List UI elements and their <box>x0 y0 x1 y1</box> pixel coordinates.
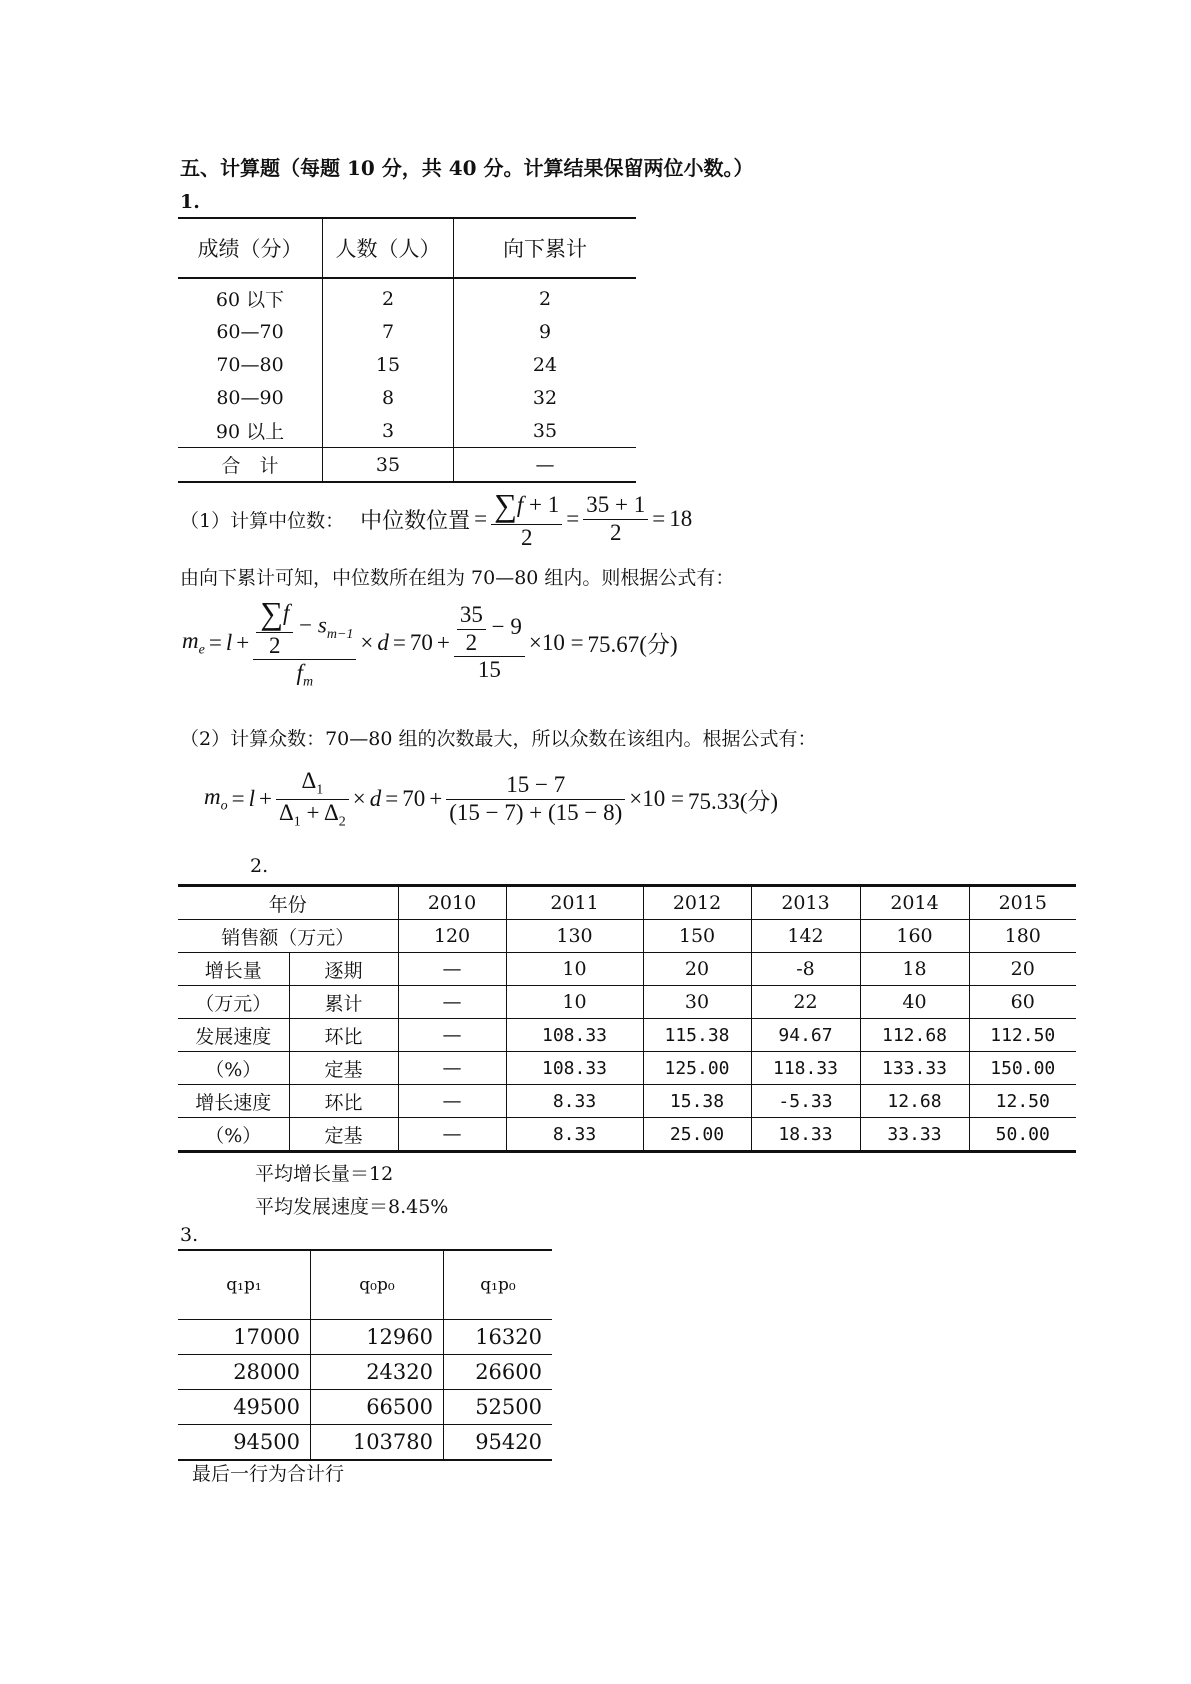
table-cell: 133.33 <box>860 1052 969 1085</box>
table-cell: 16320 <box>444 1320 553 1355</box>
table-header: 向下累计 <box>454 218 637 278</box>
table-cell: 103780 <box>311 1425 444 1461</box>
table-row <box>178 1052 1076 1085</box>
table-cell: 12.50 <box>969 1085 1076 1118</box>
table-cell: 20 <box>643 953 751 986</box>
median-position-result: 18 <box>669 506 693 532</box>
median-position-formula: 中位数位置 = $\frac{\sum f + 1}{2}$ = $\frac{35 + 1}{2}$ = 18 <box>360 487 693 550</box>
table-cell: 10 <box>506 953 643 986</box>
table-total-row <box>178 1425 552 1461</box>
question-3-number: 3. <box>180 1224 199 1246</box>
growth-amount-label: 增长量 <box>178 953 289 986</box>
table-cell: 30 <box>643 986 751 1019</box>
table-cell: 115.38 <box>643 1019 751 1052</box>
table-cell: 32 <box>454 381 637 414</box>
table-cell: 80—90 <box>216 386 284 409</box>
section-heading: 五、计算题（每题 10 分，共 40 分。计算结果保留两位小数。） <box>180 156 754 180</box>
table-cell: 25.00 <box>643 1118 751 1152</box>
table-cell: 24 <box>454 348 637 381</box>
average-development-speed-text: 平均发展速度＝8.45% <box>255 1196 449 1218</box>
table-row <box>178 348 636 381</box>
question-2-number: 2. <box>250 855 269 877</box>
table-cell: 8.33 <box>506 1085 643 1118</box>
table-cell: — <box>398 953 506 986</box>
index-calculation-table <box>178 1249 552 1461</box>
table-cell: 10 <box>506 986 643 1019</box>
table-total-row <box>178 448 636 483</box>
table-row <box>178 1355 552 1390</box>
table-row <box>178 1085 1076 1118</box>
table-cell: 60 以下 <box>215 289 285 311</box>
dev-speed-unit: （%） <box>178 1052 289 1085</box>
median-position-line <box>180 487 694 551</box>
table-cell: 26600 <box>444 1355 553 1390</box>
table-row <box>178 1118 1076 1152</box>
table-cell: -8 <box>751 953 860 986</box>
table-cell: 60—70 <box>216 320 284 343</box>
table-cell: 130 <box>506 920 643 953</box>
table-row <box>178 1019 1076 1052</box>
question-1-number: 1. <box>180 191 200 213</box>
table-cell: 120 <box>398 920 506 953</box>
table-cell: 150.00 <box>969 1052 1076 1085</box>
table-header: q₁p₁ <box>178 1250 311 1320</box>
table-cell: — <box>398 1052 506 1085</box>
table-cell: 160 <box>860 920 969 953</box>
table-cell: 94.67 <box>751 1019 860 1052</box>
sub-label: 环比 <box>289 1085 398 1118</box>
table-cell: — <box>398 1019 506 1052</box>
table-cell: — <box>398 1118 506 1152</box>
sub-label: 累计 <box>289 986 398 1019</box>
average-growth-text: 平均增长量＝12 <box>255 1163 394 1185</box>
table-cell: 49500 <box>178 1390 311 1425</box>
table-cell: 15.38 <box>643 1085 751 1118</box>
growth-speed-unit: （%） <box>178 1118 289 1152</box>
table-cell: 17000 <box>178 1320 311 1355</box>
median-result: 75.67(分) <box>587 632 678 658</box>
table-cell: 94500 <box>178 1425 311 1461</box>
table-cell: 18.33 <box>751 1118 860 1152</box>
table-cell: 35 <box>454 414 637 448</box>
year-label: 年份 <box>178 886 398 920</box>
table-row <box>178 1320 552 1355</box>
table-cell: 33.33 <box>860 1118 969 1152</box>
table-cell: — <box>398 1085 506 1118</box>
table-cell: — <box>454 448 637 483</box>
table-row <box>178 381 636 414</box>
table-row <box>178 278 636 315</box>
table-cell: 2 <box>323 278 454 315</box>
table-cell: 2012 <box>643 886 751 920</box>
sub-label: 逐期 <box>289 953 398 986</box>
sales-growth-table <box>178 884 1076 1153</box>
table-header: q₀p₀ <box>311 1250 444 1320</box>
table-cell: 合 计 <box>178 448 323 483</box>
table-cell: 18 <box>860 953 969 986</box>
median-formula: $m_e$ = l + $\frac{\sum f}{2}$ − $s_{m-1}$ $f_m$ × d = 70 + $\frac{35}{2}$ − 9 15 ×10 = 75.67(分) <box>182 595 678 690</box>
table-cell: 108.33 <box>506 1052 643 1085</box>
table-cell: 35 <box>323 448 454 483</box>
table-cell: 150 <box>643 920 751 953</box>
table-row <box>178 953 1076 986</box>
table-cell: 2013 <box>751 886 860 920</box>
score-distribution-table <box>178 217 636 483</box>
table-row <box>178 315 636 348</box>
mode-step-text: （2）计算众数：70—80 组的次数最大，所以众数在该组内。根据公式有： <box>180 728 817 750</box>
table-cell: 15 <box>323 348 454 381</box>
table-cell: 24320 <box>311 1355 444 1390</box>
table-cell: 2015 <box>969 886 1076 920</box>
table-header: 成绩（分） <box>178 218 323 278</box>
table-cell: 50.00 <box>969 1118 1076 1152</box>
table-cell: 142 <box>751 920 860 953</box>
table-cell: 66500 <box>311 1390 444 1425</box>
table-cell: 20 <box>969 953 1076 986</box>
table-cell: 40 <box>860 986 969 1019</box>
mode-formula: $m_o$ = l + $\frac{\Delta_1}{\Delta_1 + \Delta_2}$ × d = 70 + $\frac{15 - 7}{(15 - 7) + (15 - 8)}$ ×10 = 75.33(分) <box>204 768 779 830</box>
growth-amount-unit: （万元） <box>178 986 289 1019</box>
table-row <box>178 414 636 448</box>
table-row <box>178 886 1076 920</box>
step1-label: （1）计算中位数： <box>180 509 345 532</box>
table-cell: 112.50 <box>969 1019 1076 1052</box>
table-row <box>178 986 1076 1019</box>
table-cell: 9 <box>454 315 637 348</box>
table-cell: 2 <box>454 278 637 315</box>
table-cell: 8 <box>323 381 454 414</box>
table-cell: 125.00 <box>643 1052 751 1085</box>
table-cell: 28000 <box>178 1355 311 1390</box>
table-cell: 2010 <box>398 886 506 920</box>
median-position-label: 中位数位置 <box>360 508 471 534</box>
sub-label: 定基 <box>289 1118 398 1152</box>
table-cell: 60 <box>969 986 1076 1019</box>
table-cell: 118.33 <box>751 1052 860 1085</box>
sub-label: 定基 <box>289 1052 398 1085</box>
table-header: q₁p₀ <box>444 1250 553 1320</box>
table-row <box>178 1390 552 1425</box>
sub-label: 环比 <box>289 1019 398 1052</box>
growth-speed-label: 增长速度 <box>178 1085 289 1118</box>
sales-label: 销售额（万元） <box>178 920 398 953</box>
table-cell: 22 <box>751 986 860 1019</box>
table-cell: 70—80 <box>216 353 284 376</box>
table-cell: 2011 <box>506 886 643 920</box>
table-cell: 12.68 <box>860 1085 969 1118</box>
table-cell: — <box>398 986 506 1019</box>
table-note: 最后一行为合计行 <box>192 1463 345 1485</box>
table-cell: 3 <box>323 414 454 448</box>
table-cell: 8.33 <box>506 1118 643 1152</box>
table-cell: 108.33 <box>506 1019 643 1052</box>
table-row <box>178 920 1076 953</box>
table-cell: 95420 <box>444 1425 553 1461</box>
median-group-text: 由向下累计可知，中位数所在组为 70—80 组内。则根据公式有： <box>180 567 735 589</box>
table-cell: 112.68 <box>860 1019 969 1052</box>
table-cell: 7 <box>323 315 454 348</box>
table-cell: -5.33 <box>751 1085 860 1118</box>
table-cell: 12960 <box>311 1320 444 1355</box>
table-cell: 90 以上 <box>215 421 285 443</box>
table-cell: 52500 <box>444 1390 553 1425</box>
table-cell: 2014 <box>860 886 969 920</box>
dev-speed-label: 发展速度 <box>178 1019 289 1052</box>
table-header: 人数（人） <box>323 218 454 278</box>
mode-result: 75.33(分) <box>688 788 779 814</box>
table-cell: 180 <box>969 920 1076 953</box>
